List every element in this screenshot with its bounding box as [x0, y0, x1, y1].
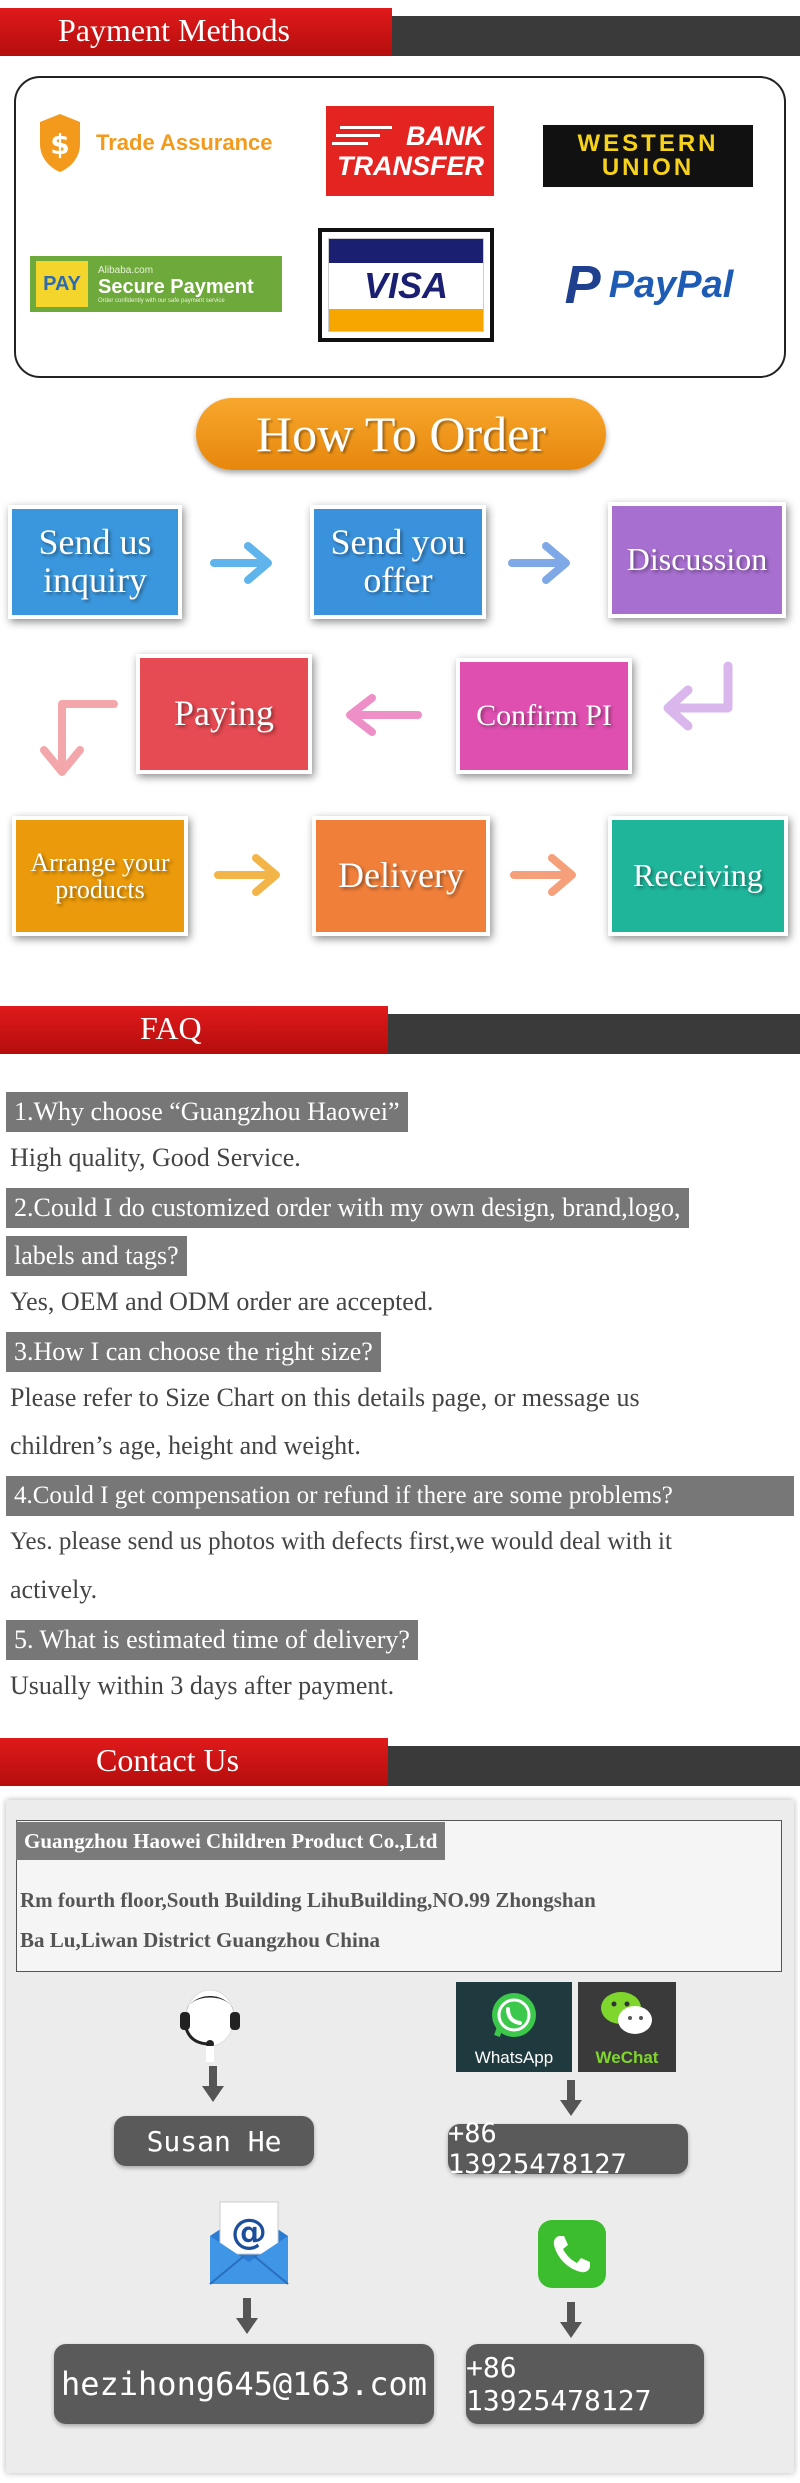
whatsapp-badge[interactable]	[456, 1982, 572, 2072]
wechat-label: WeChat	[595, 2048, 659, 2067]
arrow-down-icon	[200, 2064, 226, 2104]
bank-label-1: BANK	[406, 121, 484, 151]
step-receiving: Receiving	[608, 816, 788, 936]
trade-assurance-logo	[36, 108, 296, 178]
email-address[interactable]: hezihong645@163.com	[54, 2344, 434, 2424]
arrow-right-icon	[508, 538, 578, 588]
arrow-down-left-icon	[650, 660, 740, 740]
alibaba-label: Alibaba.com	[98, 264, 154, 276]
address-line-2: Ba Lu,Liwan District Guangzhou China	[20, 1928, 380, 1952]
address-line-1: Rm fourth floor,South Building LihuBuilding,NO.99 Zhongshan	[20, 1888, 596, 1912]
payment-methods-header	[0, 8, 800, 56]
bank-stripe	[340, 126, 392, 129]
faq-question-2a: 2.Could I do customized order with my own design, brand,logo,	[6, 1188, 689, 1228]
faq-question-3: 3.How I can choose the right size?	[6, 1332, 381, 1372]
header-dark-band	[380, 1746, 800, 1786]
arrow-right-icon	[210, 538, 280, 588]
whatsapp-icon	[487, 1988, 541, 2042]
secure-payment-logo	[30, 256, 282, 312]
bank-stripe	[332, 142, 368, 145]
step-send-offer: Send you offer	[310, 505, 486, 619]
step-confirm-pi: Confirm PI	[456, 658, 632, 774]
faq-question-4: 4.Could I get compensation or refund if there are some problems?	[6, 1476, 794, 1516]
svg-text:$: $	[50, 128, 70, 161]
faq-header	[0, 1006, 800, 1054]
secure-payment-sub: Order confidently with our safe payment service	[98, 297, 225, 304]
wu-label-2: UNION	[601, 154, 695, 181]
visa-label: VISA	[363, 265, 449, 306]
arrow-down-icon	[558, 2078, 584, 2118]
wechat-icon	[597, 1988, 657, 2040]
contact-title: Contact Us	[96, 1742, 240, 1778]
step-paying: Paying	[136, 654, 312, 774]
western-union-logo	[543, 125, 753, 187]
step-discussion: Discussion	[608, 502, 786, 618]
payment-methods-title: Payment Methods	[58, 12, 290, 48]
bank-stripe	[336, 134, 380, 137]
phone-number-2[interactable]: +86 13925478127	[466, 2344, 704, 2424]
bank-label-2: TRANSFER	[337, 151, 484, 181]
arrow-down-icon	[234, 2296, 260, 2336]
trade-assurance-label: Trade Assurance	[96, 130, 273, 155]
header-dark-band	[380, 1014, 800, 1054]
contact-name: Susan He	[114, 2116, 314, 2166]
phone-number-1[interactable]: +86 13925478127	[448, 2124, 688, 2174]
paypal-label: PayPal	[608, 263, 734, 306]
faq-question-5: 5. What is estimated time of delivery?	[6, 1620, 418, 1660]
arrow-right-icon	[214, 850, 288, 900]
phone-icon	[536, 2218, 608, 2290]
bank-transfer-logo	[326, 106, 494, 196]
arrow-down-icon	[558, 2300, 584, 2340]
arrow-left-icon	[338, 690, 424, 740]
company-name: Guangzhou Haowei Children Product Co.,Ltd	[16, 1822, 445, 1860]
pay-badge: PAY	[36, 261, 88, 307]
faq-title: FAQ	[140, 1010, 202, 1046]
faq-answer-3b: children’s age, height and weight.	[10, 1431, 361, 1460]
paypal-logo	[540, 252, 758, 318]
email-icon	[204, 2196, 294, 2288]
step-delivery: Delivery	[312, 816, 490, 936]
wu-label-1: WESTERN	[577, 130, 719, 157]
svg-text:@: @	[231, 2212, 267, 2253]
secure-payment-label: Secure Payment	[98, 275, 254, 298]
faq-question-2b: labels and tags?	[6, 1236, 187, 1276]
how-to-order-title: How To Order	[196, 398, 606, 470]
faq-answer-4b: actively.	[10, 1575, 98, 1604]
customer-service-icon	[172, 1984, 248, 2064]
arrow-left-down-icon	[22, 696, 122, 786]
arrow-right-icon	[510, 850, 584, 900]
step-arrange-products: Arrange your products	[12, 816, 188, 936]
paypal-p-icon: P	[564, 255, 601, 315]
faq-answer-3a: Please refer to Size Chart on this details page, or message us	[10, 1383, 640, 1412]
visa-logo	[318, 228, 494, 342]
step-send-inquiry: Send us inquiry	[8, 505, 182, 619]
wechat-badge[interactable]	[578, 1982, 676, 2072]
faq-answer-4a: Yes. please send us photos with defects first,we would deal with it	[10, 1528, 672, 1555]
contact-header	[0, 1738, 800, 1786]
header-dark-band	[380, 16, 800, 56]
faq-answer-5: Usually within 3 days after payment.	[10, 1671, 395, 1700]
shield-icon	[36, 112, 84, 174]
faq-question-1: 1.Why choose “Guangzhou Haowei”	[6, 1092, 408, 1132]
faq-answer-2: Yes, OEM and ODM order are accepted.	[10, 1287, 434, 1316]
whatsapp-label: WhatsApp	[474, 2048, 554, 2067]
faq-answer-1: High quality, Good Service.	[10, 1143, 301, 1172]
